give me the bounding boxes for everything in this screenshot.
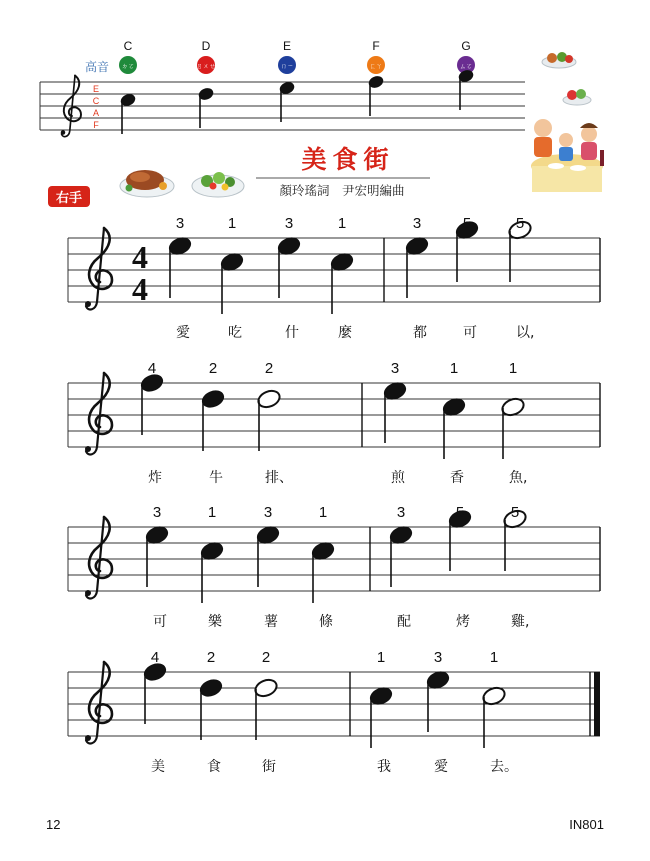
salad-plate-icon <box>192 172 244 197</box>
space-mnemonic <box>93 84 100 130</box>
note <box>447 504 473 630</box>
song-credits: 顏玲瑤詞 尹宏明編曲 <box>279 183 405 198</box>
note-letter: C <box>123 39 133 53</box>
note <box>219 215 245 341</box>
note <box>500 360 527 486</box>
note <box>329 215 355 341</box>
final-barline-thick <box>594 672 600 736</box>
fingering-number: 2 <box>261 649 271 666</box>
note-letter: D <box>201 39 211 53</box>
right-hand-label: 右手 <box>55 191 83 206</box>
note <box>256 360 293 486</box>
lyric-syllable: 炸 <box>148 470 162 486</box>
book-code: IN801 <box>569 817 604 832</box>
quarter-note-head <box>198 677 224 699</box>
lyric-syllable: 麼 <box>338 325 352 341</box>
lyric-syllable: 樂 <box>208 614 222 630</box>
music-system <box>68 649 600 775</box>
note <box>441 360 467 486</box>
fingering-number: 2 <box>264 360 274 377</box>
reference-notes <box>119 39 475 134</box>
fingering-number: 5 <box>455 504 465 521</box>
fingering-number: 1 <box>337 215 347 232</box>
high-register-label: 高音 <box>85 60 110 74</box>
note <box>454 215 480 341</box>
family-dinner-illustration <box>531 119 604 192</box>
music-system <box>68 360 600 486</box>
note-letter: G <box>461 39 471 53</box>
note <box>507 215 534 341</box>
note <box>388 504 414 630</box>
music-system <box>68 215 600 341</box>
note <box>144 504 170 630</box>
lyric-syllable: 條 <box>319 614 333 630</box>
fingering-number: 3 <box>390 360 400 377</box>
fingering-number: 2 <box>206 649 216 666</box>
space-letter: C <box>92 96 100 106</box>
fingering-number: 5 <box>515 215 525 232</box>
note-letter: E <box>282 39 292 53</box>
note <box>200 360 226 486</box>
time-signature-digit: 4 <box>132 271 148 307</box>
lyric-syllable: 去。 <box>490 759 518 775</box>
note <box>310 504 336 630</box>
lyric-syllable: 配 <box>397 614 411 630</box>
fingering-number: 4 <box>150 649 160 666</box>
space-letter: F <box>93 120 99 130</box>
fingering-number: 5 <box>510 504 520 521</box>
fingering-number: 1 <box>449 360 459 377</box>
note <box>425 649 451 775</box>
lyric-syllable: 吃 <box>228 325 242 341</box>
fingering-number: 3 <box>175 215 185 232</box>
lyric-syllable: 魚, <box>509 470 528 486</box>
lyric-syllable: 可 <box>153 614 167 630</box>
fingering-number: 1 <box>207 504 217 521</box>
right-hand-badge <box>48 186 90 207</box>
fingering-number: 3 <box>152 504 162 521</box>
fingering-number: 3 <box>263 504 273 521</box>
lyric-syllable: 以, <box>516 325 535 341</box>
note <box>481 649 518 775</box>
space-letter: A <box>92 108 100 118</box>
note <box>253 649 279 775</box>
lyric-syllable: 排、 <box>265 470 293 486</box>
quarter-note-head <box>200 388 226 410</box>
fingering-number: 3 <box>284 215 294 232</box>
lyric-syllable: 都 <box>413 325 427 341</box>
fingering-number: 1 <box>489 649 499 666</box>
lyric-syllable: 愛 <box>434 759 448 775</box>
note <box>199 504 225 630</box>
treble-clef-icon <box>85 662 112 743</box>
fingering-number: 3 <box>396 504 406 521</box>
lyric-syllable: 食 <box>207 759 221 775</box>
lyric-syllable: 烤 <box>456 614 470 630</box>
fingering-number: 1 <box>318 504 328 521</box>
lyric-syllable: 愛 <box>176 325 190 341</box>
lyric-syllable: 街 <box>262 759 276 775</box>
fingering-number: 2 <box>208 360 218 377</box>
lyric-syllable: 煎 <box>391 470 405 486</box>
lyric-syllable: 雞, <box>511 614 530 630</box>
bopomofo-syllable: ㄖㄨㄝ <box>196 62 216 70</box>
note <box>276 215 302 341</box>
bopomofo-syllable: ㄈㄚ <box>369 62 383 70</box>
lyric-syllable: 薯 <box>264 614 278 630</box>
lyric-syllable: 香 <box>450 470 464 486</box>
fingering-number: 1 <box>376 649 386 666</box>
lyric-syllable: 牛 <box>209 470 223 486</box>
music-systems <box>68 215 600 775</box>
fingering-number: 3 <box>412 215 422 232</box>
fingering-number: 1 <box>227 215 237 232</box>
song-title: 美食街 <box>301 145 395 174</box>
bopomofo-syllable: ㄉㄛ <box>121 62 135 70</box>
bopomofo-syllable: ㄙㄛ <box>459 62 473 70</box>
fingering-number: 1 <box>508 360 518 377</box>
lyric-syllable: 可 <box>463 325 477 341</box>
note <box>167 215 193 341</box>
lyric-syllable: 什 <box>285 325 299 341</box>
time-signature-digit: 4 <box>132 239 148 275</box>
space-letter: E <box>92 84 100 94</box>
note <box>198 649 224 775</box>
note-letter: F <box>372 39 380 53</box>
half-note-head <box>253 677 279 699</box>
half-note-head <box>256 388 282 410</box>
dish-icon-top <box>542 52 576 68</box>
note <box>368 649 394 775</box>
fingering-number: 4 <box>147 360 157 377</box>
food-illustrations <box>120 52 604 197</box>
treble-clef-icon <box>85 517 112 598</box>
dish-icon-middle <box>563 89 591 105</box>
bopomofo-syllable: ㄇㄧ <box>280 62 294 70</box>
note <box>502 504 529 630</box>
note <box>139 360 165 486</box>
lyric-syllable: 我 <box>377 759 391 775</box>
note-reference <box>40 39 525 137</box>
treble-clef-icon <box>85 373 112 454</box>
fingering-number: 5 <box>462 215 472 232</box>
note <box>404 215 430 341</box>
note <box>382 360 408 486</box>
page-number: 12 <box>46 817 61 832</box>
lyric-syllable: 美 <box>151 759 165 775</box>
steak-plate-icon <box>120 170 174 197</box>
music-system <box>68 504 600 630</box>
note <box>142 649 168 775</box>
treble-clef-icon <box>85 228 112 309</box>
note <box>255 504 281 630</box>
fingering-number: 3 <box>433 649 443 666</box>
